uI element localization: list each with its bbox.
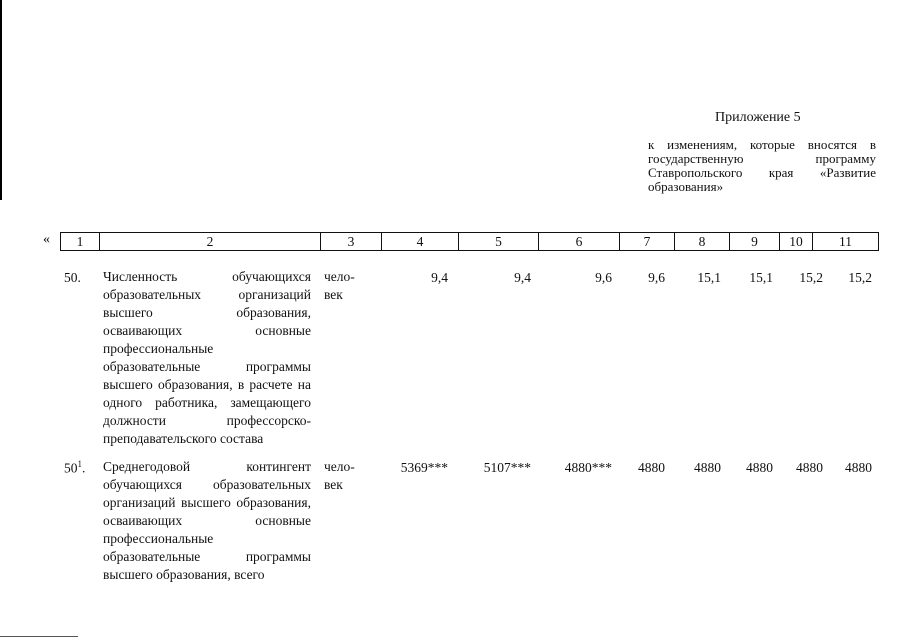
row-value-col4: 9,4 xyxy=(431,270,448,285)
header-col-8: 8 xyxy=(674,233,729,250)
row-unit: чело-век xyxy=(324,269,355,302)
row-number-text: 50 xyxy=(64,460,78,476)
row-number-text: 50. xyxy=(64,270,81,285)
header-col-5: 5 xyxy=(458,233,538,250)
row-value-col4: 5369*** xyxy=(400,460,448,475)
header-col-2: 2 xyxy=(99,233,320,250)
row-value-col11: 15,2 xyxy=(848,270,872,285)
row-number-superscript: 1 xyxy=(77,459,82,469)
header-col-6: 6 xyxy=(538,233,619,250)
row-value-col9: 15,1 xyxy=(749,270,773,285)
row-number: $50^1$. xyxy=(64,459,86,476)
row-value-col7: 4880 xyxy=(638,460,665,475)
row-value-col11: 4880 xyxy=(845,460,872,475)
row-unit: чело-век xyxy=(324,459,355,492)
header-col-9: 9 xyxy=(729,233,779,250)
row-description: Численность обучающихся образовательных организаций высшего образования, осваивающих основные профессиональные образовательные программы высшего образования, в расчете на одного работника, замещающего должности профессорско-преподавательского состава xyxy=(103,269,311,446)
appendix-note: к изменениям, которые вносятся в государственную программу Ставропольского края «Развитие образования» xyxy=(648,137,876,194)
row-value-col6: 9,6 xyxy=(595,270,612,285)
header-col-7: 7 xyxy=(619,233,674,250)
row-value-col10: 4880 xyxy=(796,460,823,475)
row-value-col5: 9,4 xyxy=(514,270,531,285)
header-col-1: 1 xyxy=(76,234,84,249)
row-value-col8: 4880 xyxy=(694,460,721,475)
header-col-4: 4 xyxy=(381,233,458,250)
row-number xyxy=(64,270,81,286)
row-value-col5: 5107*** xyxy=(483,460,531,475)
appendix-title: Приложение 5 xyxy=(715,110,801,125)
header-col-3: 3 xyxy=(320,233,381,250)
row-value-col6: 4880*** xyxy=(564,460,612,475)
row-description: Среднегодовой контингент обучающихся образовательных организаций высшего образования, осваивающих основные профессиональные образовательные программы высшего образования, всего xyxy=(103,459,311,582)
table-open-quote: « xyxy=(43,232,50,247)
scan-bottom-line xyxy=(0,636,78,637)
scan-edge-line xyxy=(0,0,2,200)
header-col-11: 11 xyxy=(812,233,878,250)
table-header xyxy=(60,232,879,251)
header-col-10: 10 xyxy=(779,233,812,250)
row-value-col7: 9,6 xyxy=(648,270,665,285)
row-value-col8: 15,1 xyxy=(697,270,721,285)
row-value-col10: 15,2 xyxy=(799,270,823,285)
row-value-col9: 4880 xyxy=(746,460,773,475)
